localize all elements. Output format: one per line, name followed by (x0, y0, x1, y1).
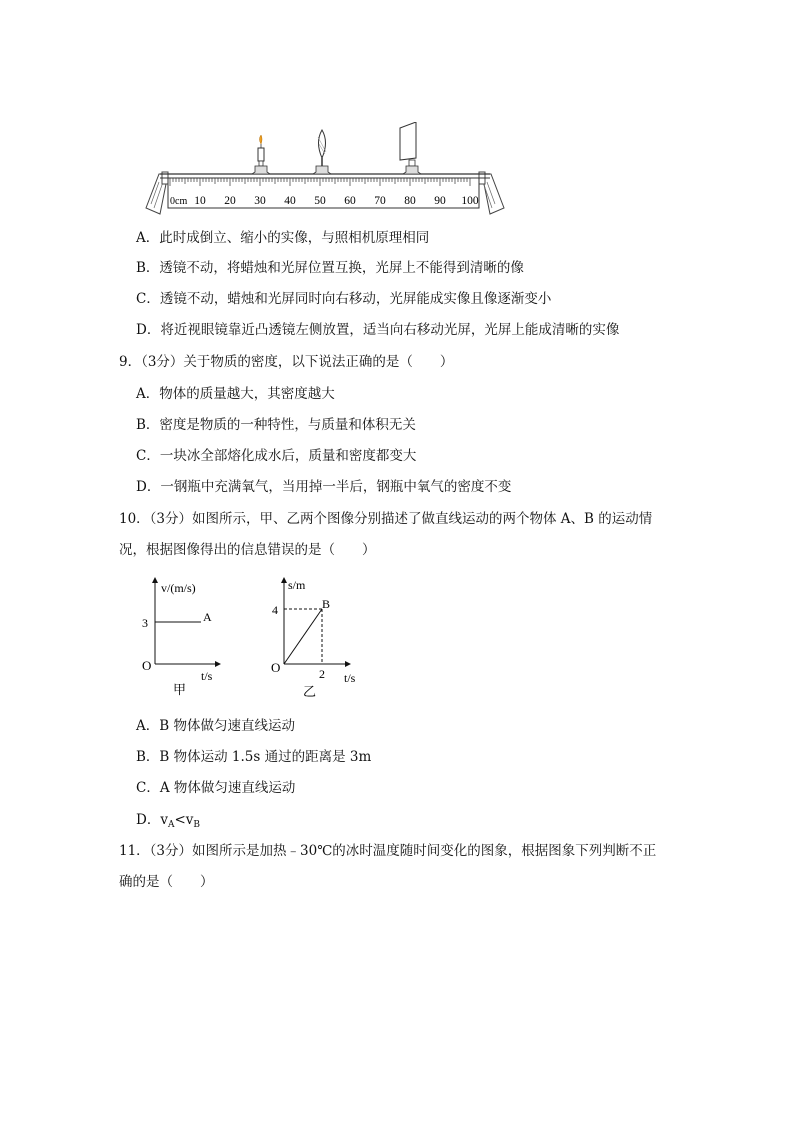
ruler-label: 100 (461, 195, 479, 207)
jia-caption: 甲 (173, 682, 187, 697)
yi-point-label: B (322, 597, 331, 611)
graph-yi (268, 572, 378, 702)
ruler-label: 10 (194, 195, 206, 207)
q8-option-d: D．将近视眼镜靠近凸透镜左侧放置，适当向右移动光屏，光屏上能成清晰的实像 (136, 322, 620, 338)
candle-icon (252, 135, 270, 174)
ruler-label: 30 (254, 195, 266, 207)
q10-option-c: C．A 物体做匀速直线运动 (136, 780, 296, 796)
q10-stem-line1: 10．（3分）如图所示，甲、乙两个图像分别描述了做直线运动的两个物体 A、B 的运动情 (119, 511, 653, 527)
q11-stem-line2: 确的是（ ） (119, 874, 214, 890)
ruler-label: 90 (434, 195, 446, 207)
light-screen-icon (400, 122, 421, 174)
q10-option-d-sub1: A (167, 820, 175, 830)
ruler-label: 50 (314, 195, 326, 207)
jia-line-label: A (203, 610, 212, 624)
q10-stem-line2: 况，根据图像得出的信息错误的是（ ） (119, 542, 376, 558)
q10-option-d-op: < (174, 812, 186, 828)
q8-option-c: C．透镜不动，蜡烛和光屏同时向右移动，光屏能成实像且像逐渐变小 (136, 291, 552, 307)
q10-option-d-v1: v (160, 812, 168, 828)
q10-option-a: A．B 物体做匀速直线运动 (136, 718, 295, 734)
yi-caption: 乙 (303, 684, 317, 699)
ruler-label: 40 (284, 195, 296, 207)
ruler-label: 70 (374, 195, 386, 207)
yi-origin: O (271, 660, 281, 675)
q9-stem: 9．（3分）关于物质的密度，以下说法正确的是（ ） (119, 354, 454, 370)
optical-bench-figure (140, 122, 510, 217)
jia-y-label: v/(m/s) (161, 581, 196, 595)
q8-option-b: B．透镜不动，将蜡烛和光屏位置互换，光屏上不能得到清晰的像 (136, 260, 524, 276)
yi-y-tick: 4 (272, 603, 278, 617)
yi-x-tick: 2 (319, 667, 325, 681)
jia-origin: O (142, 658, 152, 673)
q11-stem-line1: 11．（3分）如图所示是加热﹣30℃的冰时温度随时间变化的图象，根据图象下列判断不正 (119, 843, 657, 859)
q9-option-a: A．物体的质量越大，其密度越大 (136, 386, 335, 402)
yi-x-label: t/s (344, 671, 356, 685)
jia-y-tick: 3 (142, 616, 148, 630)
ruler-label: 60 (344, 195, 356, 207)
ruler-label: 20 (224, 195, 236, 207)
jia-x-label: t/s (201, 669, 213, 683)
q10-option-d-v2: v (185, 812, 194, 828)
graph-jia (135, 572, 235, 702)
q8-option-a: A．此时成倒立、缩小的实像，与照相机原理相同 (136, 230, 430, 246)
ruler-label: 80 (404, 195, 416, 207)
q9-option-c: C．一块冰全部熔化成水后，质量和密度都变大 (136, 448, 417, 464)
convex-lens-icon (313, 130, 331, 174)
q9-option-d: D．一钢瓶中充满氧气，当用掉一半后，钢瓶中氧气的密度不变 (136, 479, 512, 495)
ruler-label: 0cm (170, 196, 188, 207)
q9-option-b: B．密度是物质的一种特性，与质量和体积无关 (136, 417, 416, 433)
q10-option-d-sub2: B (193, 820, 201, 830)
q10-option-d-prefix: D． (136, 812, 161, 828)
q10-option-d (136, 811, 200, 834)
yi-y-label: s/m (288, 578, 306, 592)
q10-option-b: B．B 物体运动 1.5s 通过的距离是 3m (136, 749, 372, 765)
yi-line-b (284, 609, 322, 664)
